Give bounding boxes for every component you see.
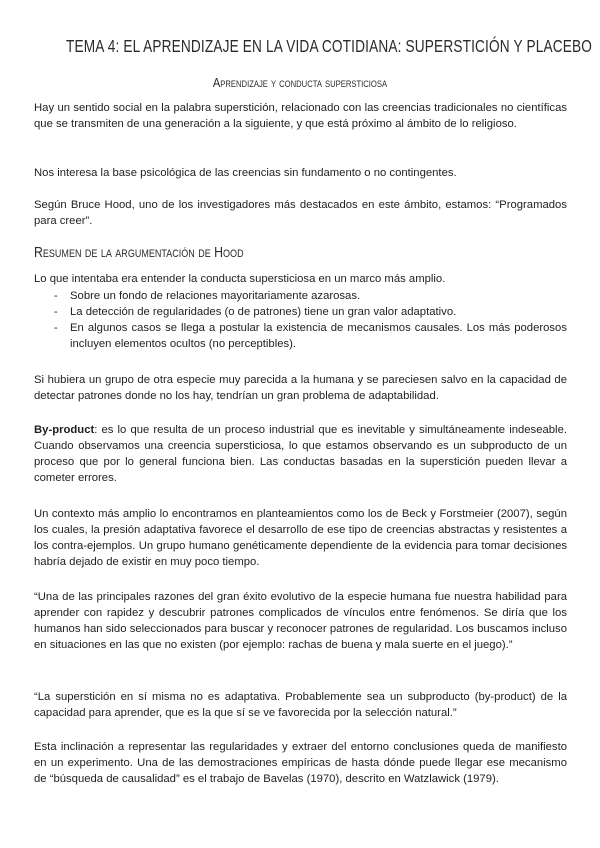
context-paragraph: Un contexto más amplio lo encontramos en planteamientos como los de Beck y Forstmeier (2007), según los cuales, la presión adaptativa favorece el desarrollo de ese tipo de creencias abstractas y resistentes a los contra-ejemplos. Un grupo humano genéticamente dependiente de la evidencia para tomar decisiones habría dejado de existir en muy poco tiempo.	[34, 508, 567, 568]
section-heading: Resumen de la argumentación de Hood	[34, 244, 244, 261]
page-title: TEMA 4: EL APRENDIZAJE EN LA VIDA COTIDIANA: SUPERSTICIÓN Y PLACEBO	[66, 36, 593, 56]
bullet-marker: -	[54, 290, 58, 302]
byproduct-paragraph: By-product: es lo que resulta de un proceso industrial que es inevitable y simultáneamente indeseable. Cuando observamos una creencia supersticiosa, lo que estamos observando es un subproducto de un proceso que por lo general funciona bien. Las conductas basadas en la superstición pueden llevar a cometer errores.	[34, 424, 567, 484]
intro-paragraph: Nos interesa la base psicológica de las creencias sin fundamento o no contingentes.	[34, 167, 457, 179]
species-paragraph: Si hubiera un grupo de otra especie muy parecida a la humana y se pareciesen salvo en la capacidad de detectar patrones donde no los hay, tendrían un gran problema de adaptabilidad.	[34, 374, 567, 402]
intro-paragraph: Hay un sentido social en la palabra superstición, relacionado con las creencias tradicionales no científicas que se transmiten de una generación a la siguiente, y que está próximo al ámbito de lo religioso.	[34, 102, 567, 130]
list-item: - La detección de regularidades (o de patrones) tiene un gran valor adaptativo.	[54, 306, 457, 318]
bullet-marker: -	[54, 322, 58, 334]
list-item: - En algunos casos se llega a postular la existencia de mecanismos causales. Los más poderosos incluyen elementos ocultos (no perceptibles).	[54, 322, 567, 350]
bullet-list	[34, 288, 567, 352]
bullet-marker: -	[54, 306, 58, 318]
intro-paragraph: Según Bruce Hood, uno de los investigadores más destacados en este ámbito, estamos: “Programados para creer”.	[34, 199, 567, 227]
final-paragraph: Esta inclinación a representar las regularidades y extraer del entorno conclusiones queda de manifiesto en un experimento. Una de las demostraciones empíricas de hasta dónde puede llegar ese mecanismo de “búsqueda de causalidad” es el trabajo de Bavelas (1970), descrito en Watzlawick (1979).	[34, 741, 567, 785]
section-lead: Lo que intentaba era entender la conducta supersticiosa en un marco más amplio.	[34, 273, 446, 285]
quote-paragraph: “La superstición en sí misma no es adaptativa. Probablemente sea un subproducto (by-product) de la capacidad para aprender, que es la que sí se ve favorecida por la selección natural.”	[34, 691, 567, 719]
quote-paragraph: “Una de las principales razones del gran éxito evolutivo de la especie humana fue nuestra habilidad para aprender con rapidez y descubrir patrones complicados de vínculos entre fenómenos. Se diría que los humanos han sido seleccionados para buscar y reconocer patrones de regularidad. Los buscamos incluso en situaciones en las que no existen (por ejemplo: rachas de buena y mala suerte en el juego).”	[34, 591, 567, 651]
byproduct-term: By-product	[34, 424, 95, 436]
page-subtitle: Aprendizaje y conducta supersticiosa	[212, 75, 388, 90]
list-item: - Sobre un fondo de relaciones mayoritariamente azarosas.	[54, 290, 361, 302]
